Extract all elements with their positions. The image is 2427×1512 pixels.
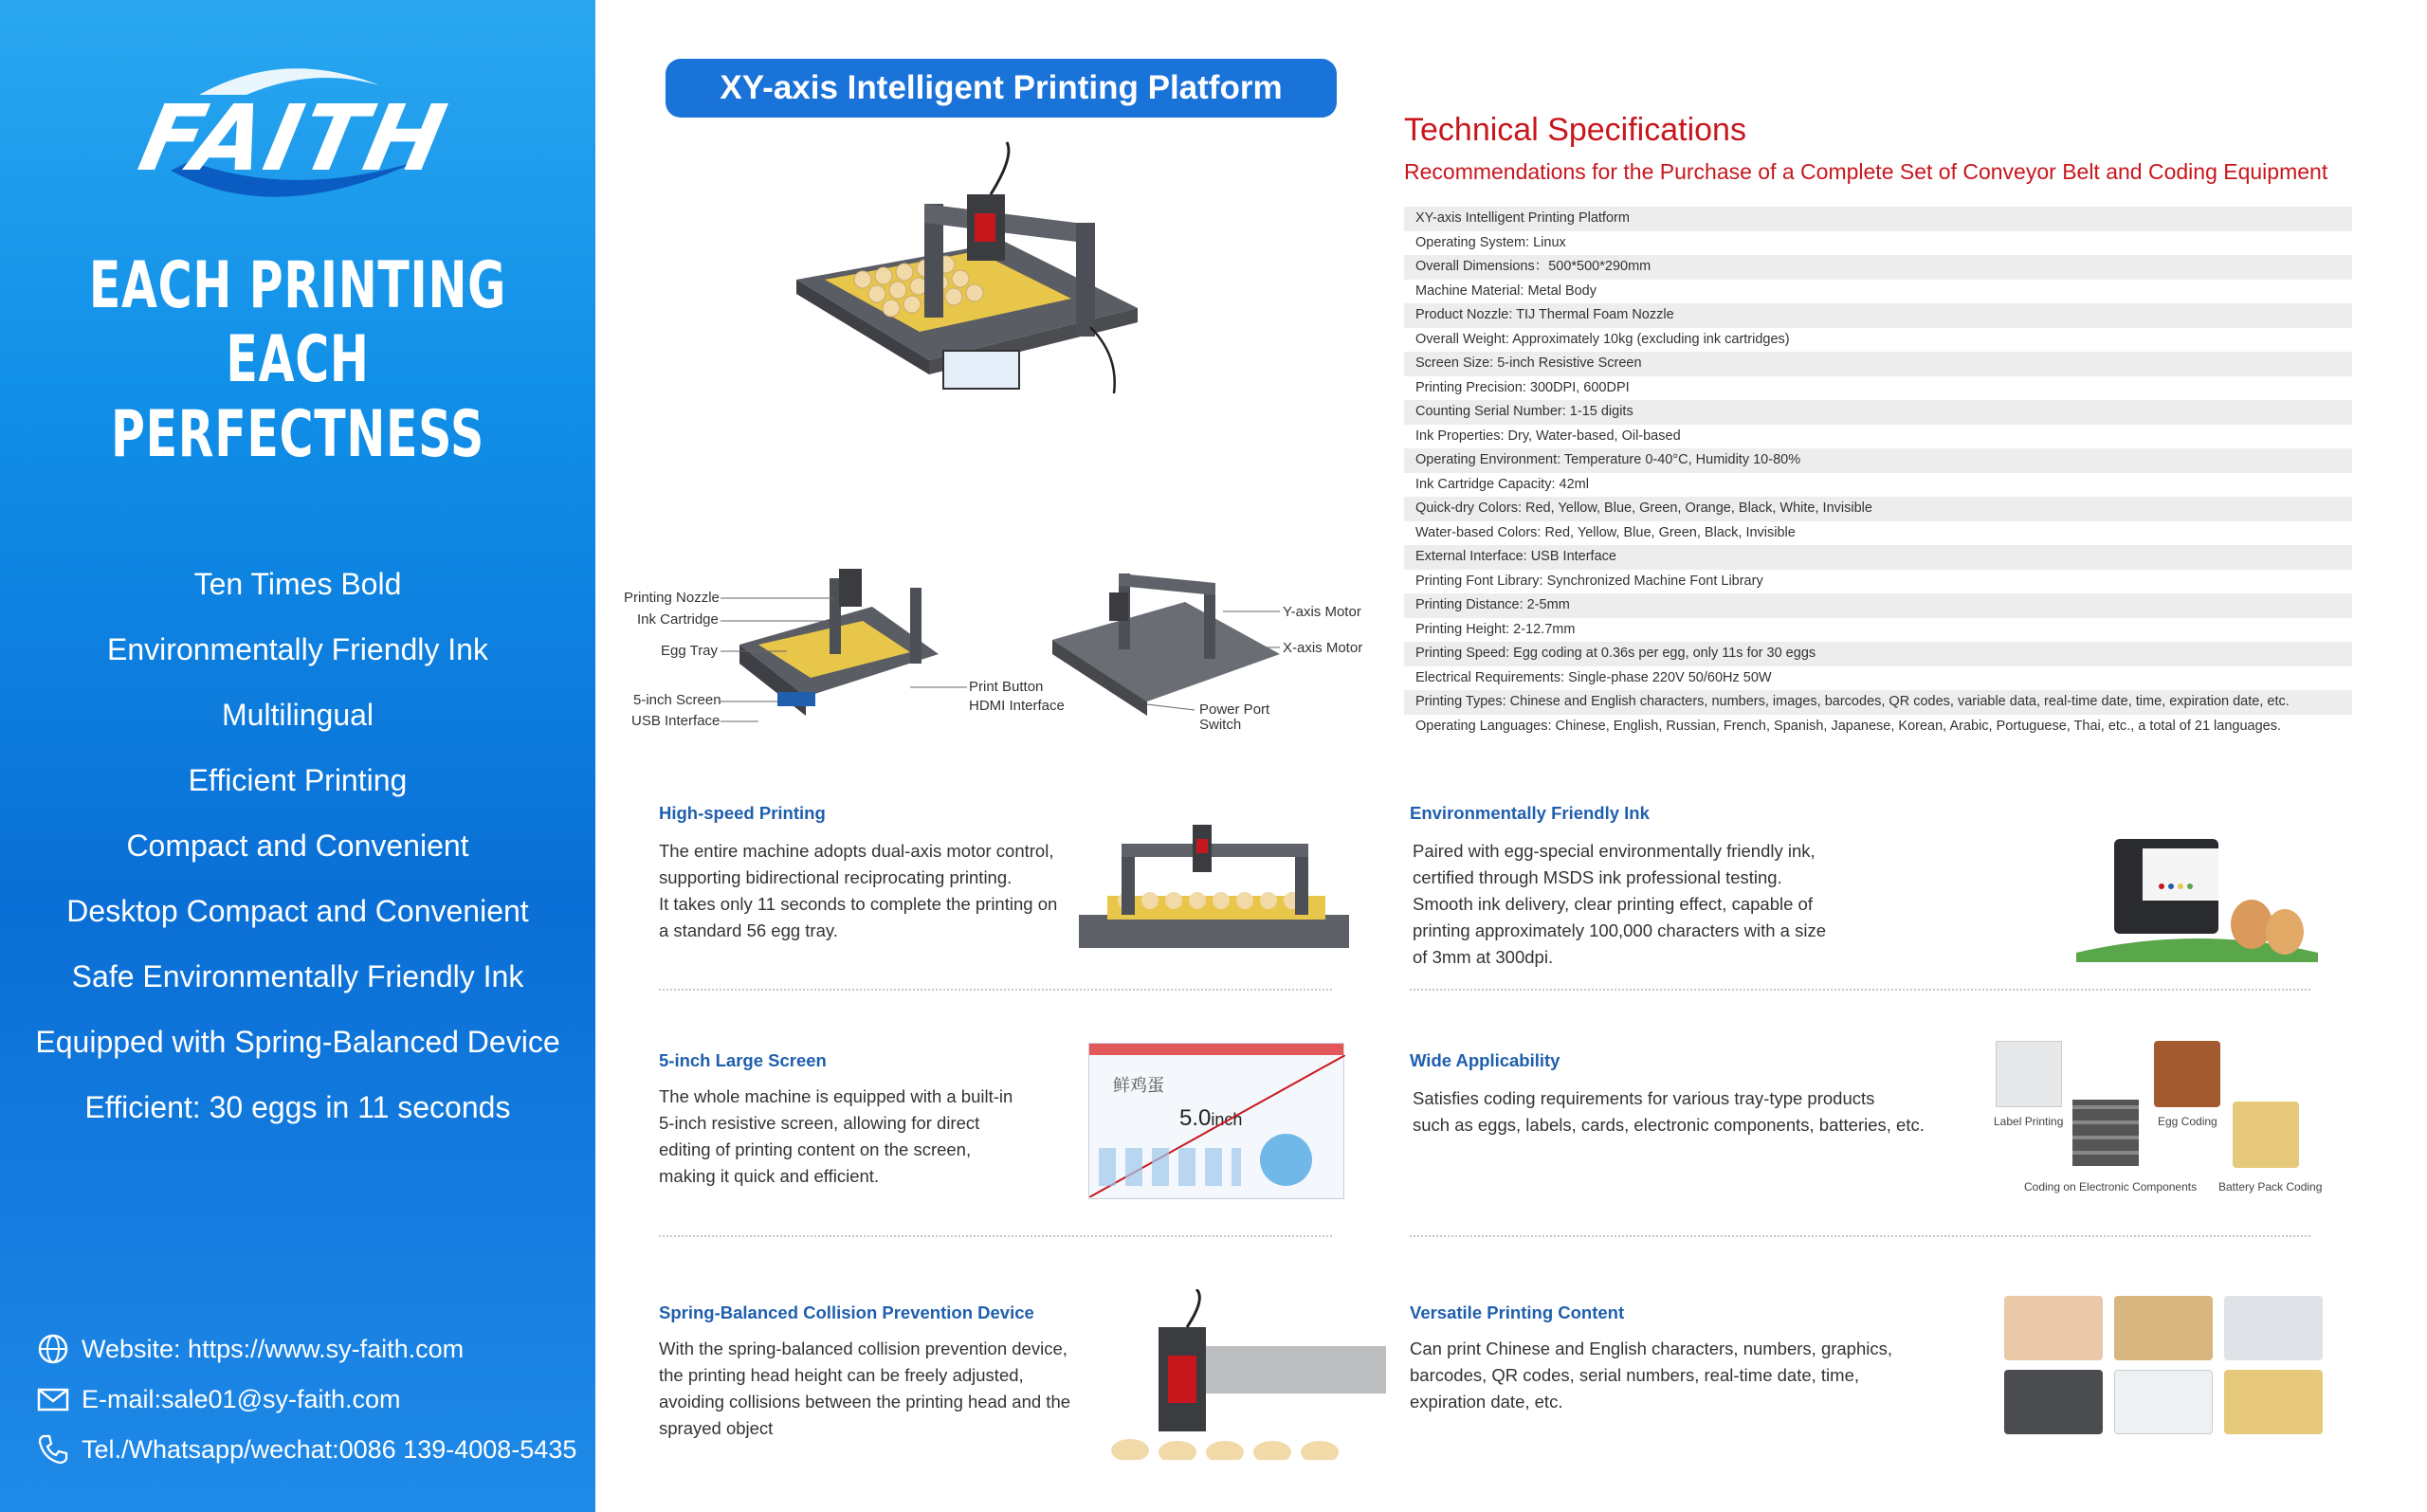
product-title: XY-axis Intelligent Printing Platform: [666, 59, 1337, 118]
callout-x-motor: X-axis Motor: [1283, 640, 1363, 656]
email-text[interactable]: E-mail:sale01@sy-faith.com: [82, 1384, 401, 1413]
spring-body: [659, 1336, 1070, 1442]
body-line: printing approximately 100,000 characters with a size: [1413, 920, 1827, 940]
feature-item: Multilingual: [221, 698, 374, 732]
feature-item: Ten Times Bold: [193, 567, 402, 601]
coded-labels-thumb: [2224, 1296, 2323, 1360]
printer-main-image: [787, 137, 1147, 479]
eco-ink-body: [1413, 838, 1826, 971]
left-panel: [0, 0, 595, 1512]
callout-hdmi: HDMI Interface: [969, 698, 1065, 714]
spec-title: Technical Specifications: [1404, 112, 1746, 148]
body-line: The whole machine is equipped with a built-in: [659, 1086, 1013, 1106]
spec-row: Quick-dry Colors: Red, Yellow, Blue, Green, Orange, Black, White, Invisible: [1404, 497, 2352, 521]
callout-ink-cartridge: Ink Cartridge: [637, 611, 719, 628]
spec-row: Product Nozzle: TIJ Thermal Foam Nozzle: [1404, 303, 2352, 328]
spec-row: External Interface: USB Interface: [1404, 545, 2352, 570]
section-divider: [659, 989, 1332, 991]
content-body: [1410, 1336, 1892, 1415]
spec-row: Electrical Requirements: Single-phase 220V 50/60Hz 50W: [1415, 669, 1772, 685]
body-line: With the spring-balanced collision prevention device,: [659, 1339, 1068, 1358]
screen-dial: [1260, 1134, 1312, 1186]
body-line: It takes only 11 seconds to complete the printing on: [659, 894, 1058, 914]
body-line: avoiding collisions between the printing head and the: [659, 1392, 1071, 1412]
feature-list: [0, 559, 595, 1148]
body-line: Can print Chinese and English characters, numbers, graphics,: [1410, 1339, 1893, 1358]
website-contact[interactable]: [36, 1332, 595, 1366]
body-line: supporting bidirectional reciprocating printing.: [659, 867, 1013, 887]
body-line: expiration date, etc.: [1410, 1392, 1563, 1412]
high-speed-image: [1079, 806, 1354, 953]
phone-contact[interactable]: [36, 1432, 595, 1466]
high-speed-body: [659, 838, 1057, 944]
globe-icon: [36, 1332, 70, 1366]
spec-row: Ink Cartridge Capacity: 42ml: [1415, 476, 1589, 492]
high-speed-title: High-speed Printing: [659, 803, 826, 823]
website-text[interactable]: Website: https://www.sy-faith.com: [82, 1334, 465, 1363]
eco-ink-title: Environmentally Friendly Ink: [1410, 803, 1650, 823]
spec-row: Printing Speed: Egg coding at 0.36s per egg, only 11s for 30 eggs: [1404, 642, 2352, 666]
egg-coding-thumb: [2154, 1041, 2220, 1107]
mail-icon: [36, 1382, 70, 1416]
spec-row: Ink Properties: Dry, Water-based, Oil-based: [1415, 428, 1681, 444]
qr-egg-thumb: [2004, 1296, 2103, 1360]
section-divider: [1410, 1235, 2310, 1237]
body-line: editing of printing content on the screen,: [659, 1139, 972, 1159]
callout-screen: 5-inch Screen: [633, 692, 721, 708]
content-title: Versatile Printing Content: [1410, 1303, 1625, 1322]
label-printing-thumb: [1996, 1041, 2062, 1107]
feature-item: Equipped with Spring-Balanced Device: [35, 1025, 560, 1059]
email-contact[interactable]: [36, 1382, 595, 1416]
spec-row: Operating Environment: Temperature 0-40°C, Humidity 10-80%: [1404, 448, 2352, 473]
spec-row: Operating System: Linux: [1415, 234, 1566, 250]
label-printing-caption: Label Printing: [1994, 1115, 2064, 1128]
faith-logo: [131, 57, 456, 209]
feature-item: Efficient Printing: [188, 763, 408, 797]
spec-row: Operating Languages: Chinese, English, Russian, French, Spanish, Japanese, Korean, Arabic, Portuguese, Thai, etc., a total of 21 languages.: [1415, 718, 2282, 734]
touchscreen-image: [1088, 1043, 1344, 1199]
body-line: making it quick and efficient.: [659, 1166, 880, 1186]
spec-row: Printing Types: Chinese and English characters, numbers, images, barcodes, QR codes, variable data, real-time date, time, expiration date, etc.: [1404, 690, 2352, 715]
callout-leader-lines: [721, 592, 1308, 735]
coded-card-thumb: [2004, 1370, 2103, 1434]
spec-row: Screen Size: 5-inch Resistive Screen: [1404, 352, 2352, 376]
screen-size-value: 5.0: [1179, 1105, 1212, 1131]
feature-item: Compact and Convenient: [126, 829, 469, 863]
spec-row: Printing Precision: 300DPI, 600DPI: [1415, 379, 1630, 395]
coded-eggs-thumb: [2114, 1296, 2213, 1360]
feature-item: Safe Environmentally Friendly Ink: [71, 959, 524, 993]
spec-row: Water-based Colors: Red, Yellow, Blue, Green, Black, Invisible: [1415, 524, 1796, 540]
body-line: the printing head height can be freely adjusted,: [659, 1365, 1024, 1385]
coded-battery-thumb: [2224, 1370, 2323, 1434]
spec-row: Overall Dimensions：500*500*290mm: [1404, 255, 2352, 280]
section-divider: [1410, 989, 2310, 991]
feature-item: Environmentally Friendly Ink: [107, 632, 488, 666]
logo-text: FAITH: [131, 85, 456, 191]
spec-row: Overall Weight: Approximately 10kg (excluding ink cartridges): [1415, 331, 1790, 347]
body-line: a standard 56 egg tray.: [659, 920, 838, 940]
section-divider: [659, 1235, 1332, 1237]
callout-switch: Switch: [1199, 717, 1242, 733]
electronic-components-caption: Coding on Electronic Components: [2024, 1180, 2198, 1193]
electronic-components-thumb: [2072, 1100, 2139, 1166]
spec-row: Printing Height: 2-12.7mm: [1415, 621, 1576, 637]
applicability-title: Wide Applicability: [1410, 1050, 1560, 1070]
body-line: Smooth ink delivery, clear printing effect, capable of: [1413, 894, 1813, 914]
screen-button-grid: [1099, 1148, 1241, 1186]
screen-status-bar: [1089, 1044, 1343, 1055]
body-line: barcodes, QR codes, serial numbers, real-time date, time,: [1410, 1365, 1859, 1385]
screen-size-unit: inch: [1211, 1110, 1243, 1129]
body-line: such as eggs, labels, cards, electronic components, batteries, etc.: [1413, 1115, 1925, 1135]
spec-table: [1404, 207, 2352, 738]
spec-subtitle: Recommendations for the Purchase of a Complete Set of Conveyor Belt and Coding Equipment: [1404, 159, 2328, 184]
applicability-body: [1413, 1085, 1925, 1139]
body-line: Satisfies coding requirements for various tray-type products: [1413, 1088, 1875, 1108]
spec-row: Printing Distance: 2-5mm: [1404, 593, 2352, 618]
slogan-line-2: EACH PERFECTNESS: [111, 322, 484, 472]
ink-cartridge-image: [2076, 811, 2323, 962]
spec-row: XY-axis Intelligent Printing Platform: [1404, 207, 2352, 231]
spring-title: Spring-Balanced Collision Prevention Device: [659, 1303, 1034, 1322]
egg-coding-caption: Egg Coding: [2158, 1115, 2217, 1128]
callout-y-motor: Y-axis Motor: [1283, 604, 1361, 620]
body-line: certified through MSDS ink professional testing.: [1413, 867, 1782, 887]
body-line: 5-inch resistive screen, allowing for direct: [659, 1113, 980, 1133]
spring-device-image: [1102, 1289, 1386, 1460]
coded-paper-thumb: [2114, 1370, 2213, 1434]
spec-row: Machine Material: Metal Body: [1415, 282, 1597, 299]
callout-printing-nozzle: Printing Nozzle: [624, 590, 720, 606]
battery-pack-thumb: [2233, 1102, 2299, 1168]
screen-title: 5-inch Large Screen: [659, 1050, 827, 1070]
feature-item: Efficient: 30 eggs in 11 seconds: [84, 1090, 511, 1124]
body-line: Paired with egg-special environmentally friendly ink,: [1413, 841, 1816, 861]
callout-egg-tray: Egg Tray: [661, 643, 719, 659]
body-line: The entire machine adopts dual-axis motor control,: [659, 841, 1054, 861]
feature-item: Desktop Compact and Convenient: [66, 894, 529, 928]
battery-pack-caption: Battery Pack Coding: [2218, 1180, 2323, 1193]
body-line: of 3mm at 300dpi.: [1413, 947, 1554, 967]
phone-text[interactable]: Tel./Whatsapp/wechat:0086 139-4008-5435: [82, 1434, 577, 1464]
callout-usb: USB Interface: [631, 713, 721, 729]
callout-power-port: Power Port: [1199, 701, 1270, 718]
spec-row: Counting Serial Number: 1-15 digits: [1404, 400, 2352, 425]
spec-row: Printing Font Library: Synchronized Machine Font Library: [1415, 573, 1763, 589]
slogan-line-1: EACH PRINTING: [88, 248, 507, 323]
body-line: sprayed object: [659, 1418, 774, 1438]
callout-print-button: Print Button: [969, 679, 1044, 695]
screen-sample-text: 鲜鸡蛋: [1113, 1076, 1164, 1095]
phone-icon: [36, 1432, 70, 1466]
screen-body: [659, 1084, 1013, 1190]
